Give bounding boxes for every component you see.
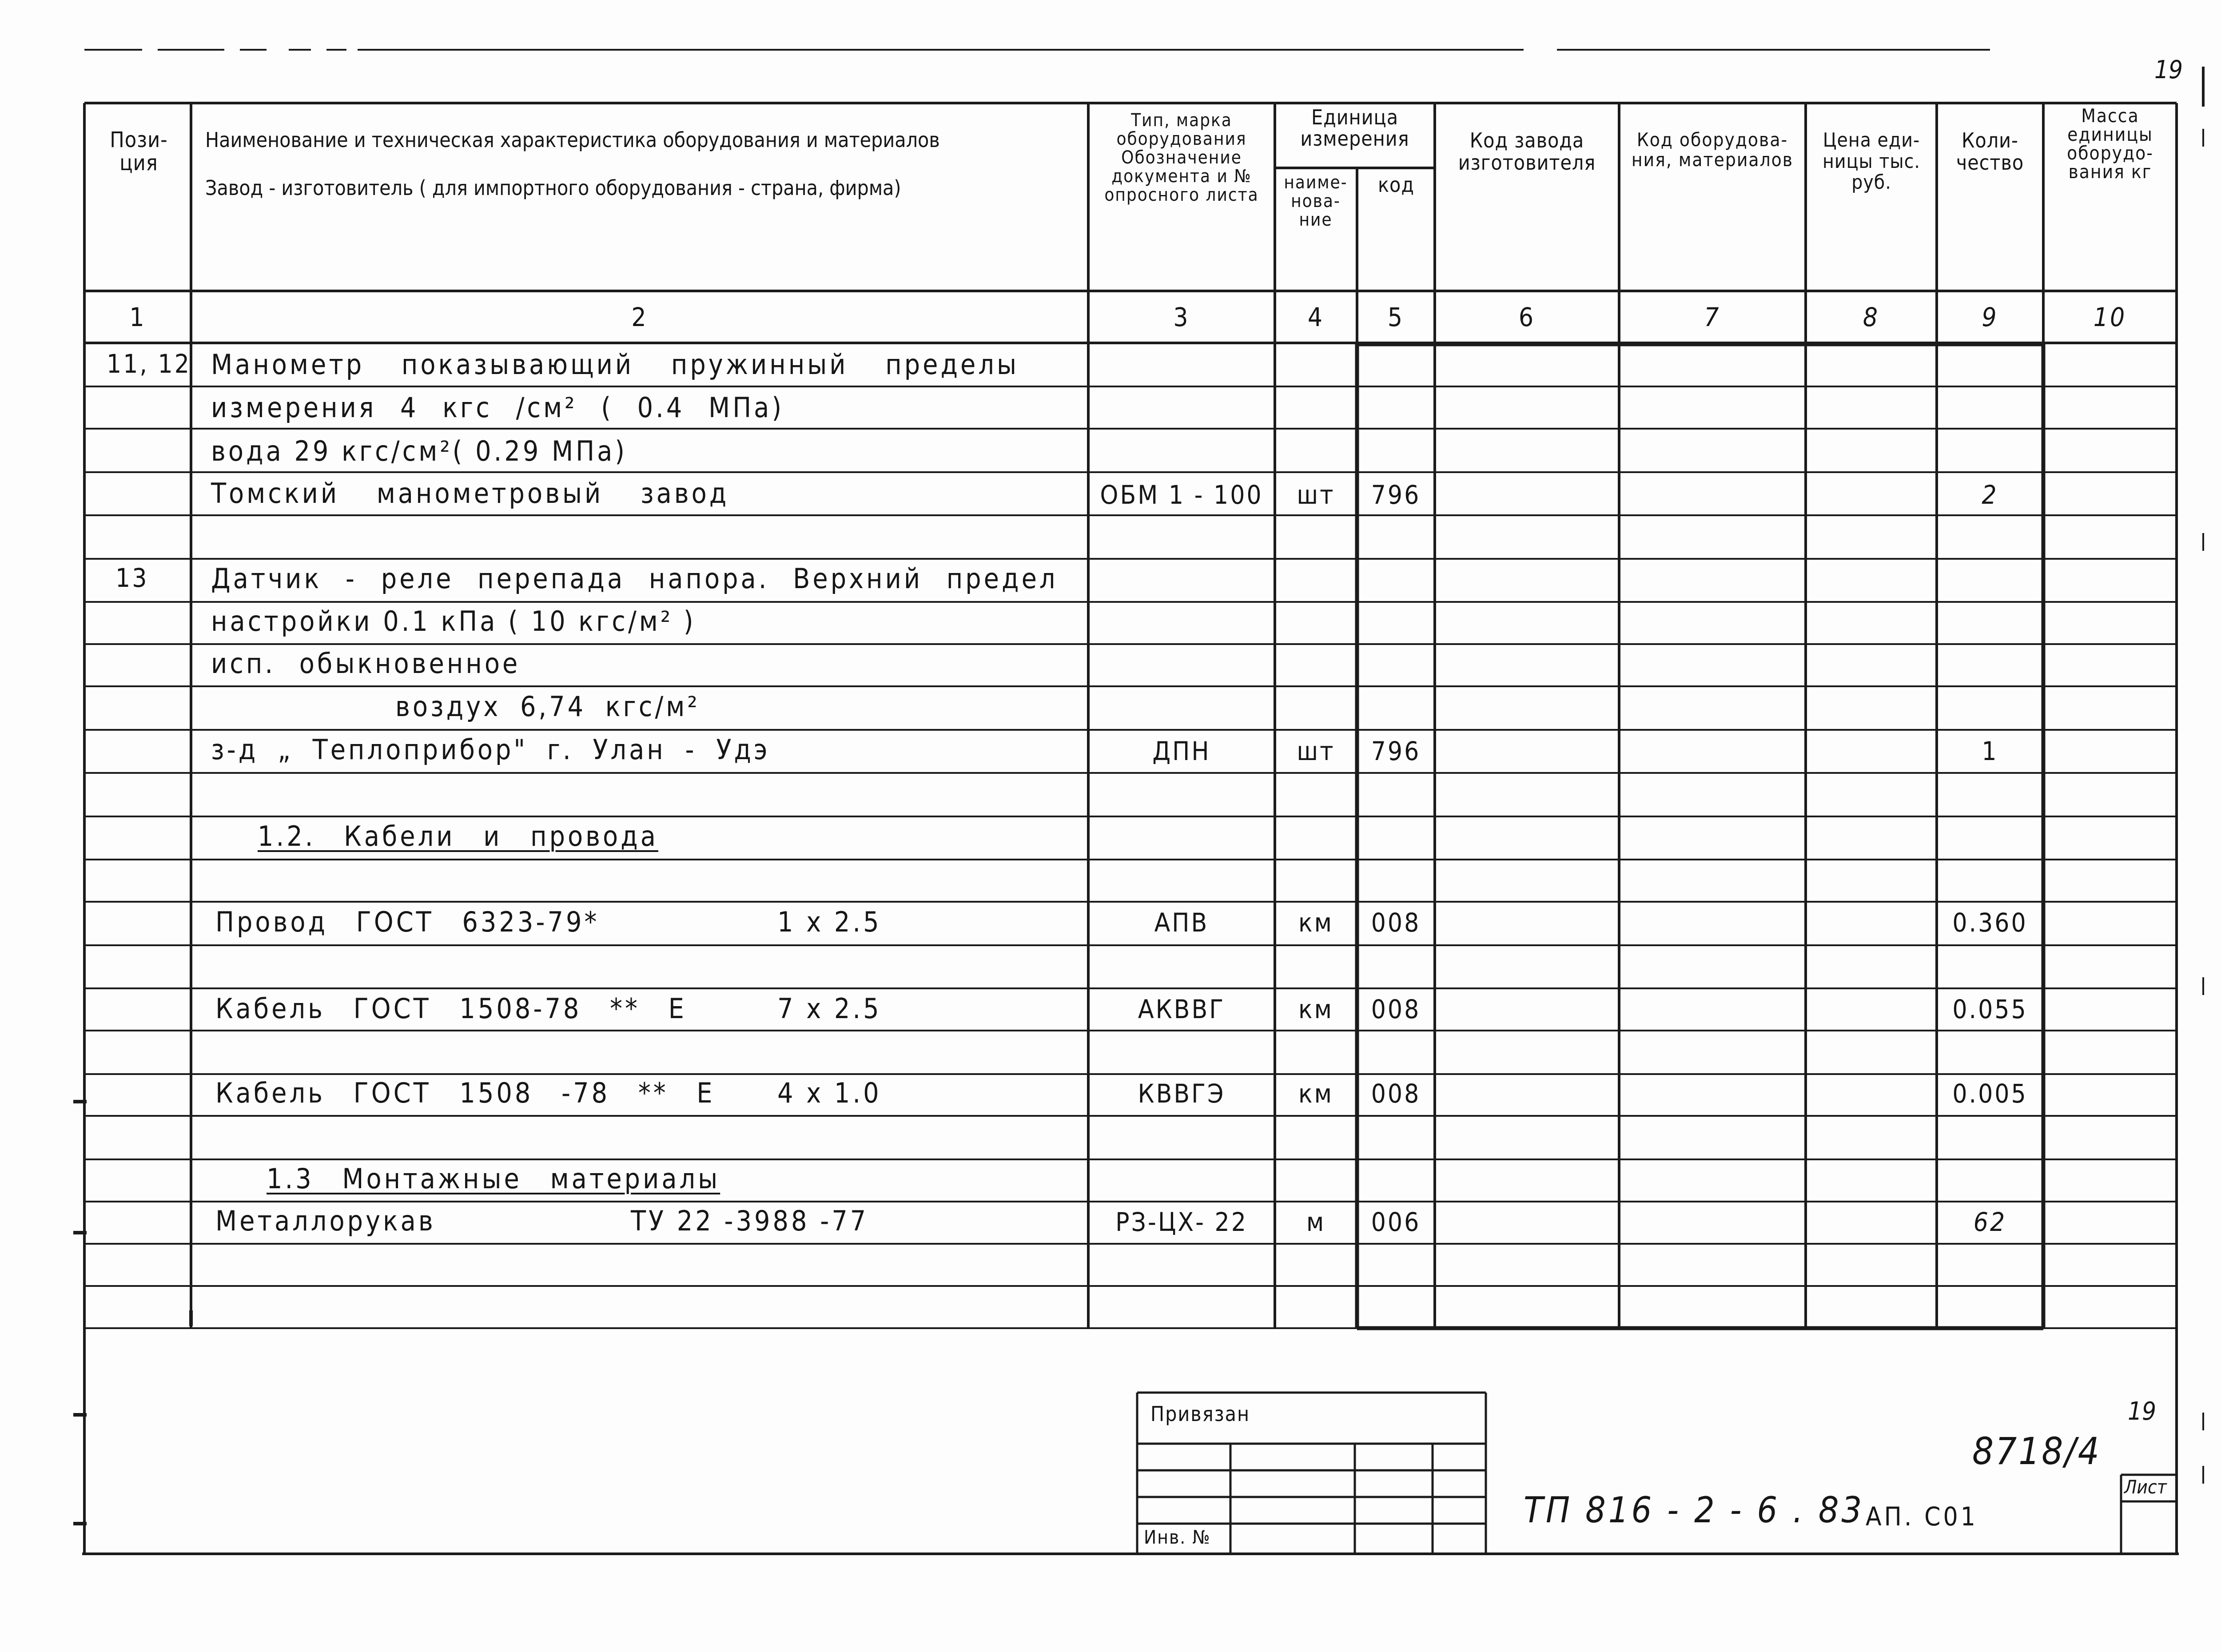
- item-name: воздух 6,74 кгс/м²: [395, 690, 700, 723]
- section-heading: 1.2. Кабели и провода: [258, 820, 658, 852]
- item-unit: шт: [1297, 736, 1335, 766]
- item-name: Датчик - реле перепада напора. Верхний предел: [211, 562, 1058, 595]
- item-unit-code: 008: [1371, 908, 1421, 938]
- top-page-number: 19: [2154, 56, 2183, 84]
- item-quantity: 0.055: [1952, 994, 2028, 1024]
- item-type: ОБМ 1 - 100: [1100, 480, 1263, 510]
- item-quantity: 1: [1982, 736, 1998, 766]
- col-number: 2: [631, 302, 648, 332]
- header-unit-name: наиме- нова- ние: [1284, 172, 1348, 230]
- col-number: 1: [129, 302, 146, 332]
- col-number: 4: [1307, 302, 1325, 332]
- col-number: 10: [2093, 302, 2127, 332]
- item-type: КВВГЭ: [1138, 1079, 1226, 1109]
- col-number: 5: [1387, 302, 1405, 332]
- item-name: измерения 4 кгс /см² ( 0.4 МПа): [211, 391, 784, 424]
- item-type: АПВ: [1154, 908, 1209, 938]
- item-size: 4 х 1.0: [777, 1077, 882, 1109]
- item-type: ДПН: [1152, 736, 1211, 766]
- item-name: Металлорукав: [215, 1205, 436, 1237]
- doc-suffix: АП. С01: [1866, 1501, 1978, 1532]
- item-name: настройки 0.1 кПа ( 10 кгс/м² ): [211, 605, 696, 637]
- header-unit-group: Единица измерения: [1300, 105, 1409, 151]
- item-spec: ТУ 22 -3988 -77: [631, 1205, 869, 1237]
- col-number: 9: [1982, 302, 1998, 332]
- col-number: 3: [1173, 302, 1190, 332]
- item-quantity: 2: [1982, 480, 1998, 510]
- item-name: Кабель ГОСТ 1508 -78 ** Е: [215, 1077, 715, 1109]
- section-heading: 1.3 Монтажные материалы: [267, 1162, 720, 1195]
- sheet-label: Лист: [2124, 1476, 2167, 1498]
- position-cell: 11, 12: [107, 349, 191, 379]
- item-size: 1 х 2.5: [777, 906, 882, 938]
- stamp-inventory-label: Инв. №: [1144, 1526, 1211, 1548]
- header-unit-price: Цена еди- ницы тыс. руб.: [1822, 129, 1921, 194]
- item-name: Провод ГОСТ 6323-79*: [215, 906, 600, 938]
- position-cell: 13: [115, 563, 149, 593]
- item-name: Томский манометровый завод: [211, 477, 729, 510]
- item-type: РЗ-ЦХ- 22: [1115, 1207, 1248, 1237]
- item-quantity: 0.360: [1952, 908, 2028, 938]
- item-unit: м: [1306, 1207, 1326, 1237]
- col-number: 7: [1704, 302, 1721, 332]
- item-size: 7 х 2.5: [777, 992, 882, 1025]
- header-name-line1: Наименование и техническая характеристика оборудования и материалов: [205, 128, 940, 152]
- item-name: вода 29 кгс/см²( 0.29 МПа): [211, 435, 628, 467]
- item-unit: км: [1298, 1079, 1333, 1109]
- col-number: 6: [1518, 302, 1536, 332]
- header-name-line2: Завод - изготовитель ( для импортного оборудования - страна, фирма): [205, 176, 901, 200]
- item-name: исп. обыкновенное: [211, 647, 521, 680]
- item-quantity: 0.005: [1952, 1079, 2028, 1109]
- header-factory-code: Код завода изготовителя: [1458, 128, 1596, 175]
- margin-ticks: [73, 1102, 191, 1524]
- item-name: Манометр показывающий пружинный пределы: [211, 348, 1019, 381]
- item-unit-code: 008: [1371, 1079, 1421, 1109]
- item-unit: шт: [1297, 480, 1335, 510]
- item-unit-code: 006: [1371, 1207, 1421, 1237]
- item-unit-code: 796: [1371, 480, 1421, 510]
- header-type-mark: Тип, марка оборудования Обозначение документа и № опросного листа: [1104, 110, 1259, 205]
- item-unit-code: 008: [1371, 994, 1421, 1024]
- header-equipment-code: Код оборудова- ния, материалов: [1631, 129, 1794, 171]
- header-unit-code: код: [1378, 173, 1414, 197]
- item-quantity: 62: [1973, 1207, 2007, 1237]
- header-quantity: Коли- чество: [1956, 128, 2024, 175]
- album-number: 8718/4: [1972, 1429, 2101, 1473]
- sheet-number: 19: [2128, 1397, 2157, 1426]
- stamp-attached-label: Привязан: [1150, 1402, 1250, 1426]
- item-unit-code: 796: [1371, 736, 1421, 766]
- header-unit-mass: Масса единицы оборудо- вания кг: [2067, 105, 2153, 183]
- item-name: з-д „ Теплоприбор" г. Улан - Удэ: [211, 733, 770, 766]
- doc-code: ТП 816 - 2 - 6 . 83: [1524, 1489, 1865, 1531]
- item-type: АКВВГ: [1138, 994, 1226, 1024]
- item-name: Кабель ГОСТ 1508-78 ** Е: [215, 992, 687, 1025]
- col-number: 8: [1863, 302, 1880, 332]
- header-position: Пози- ция: [110, 127, 168, 175]
- item-unit: км: [1298, 994, 1333, 1024]
- item-unit: км: [1298, 908, 1333, 938]
